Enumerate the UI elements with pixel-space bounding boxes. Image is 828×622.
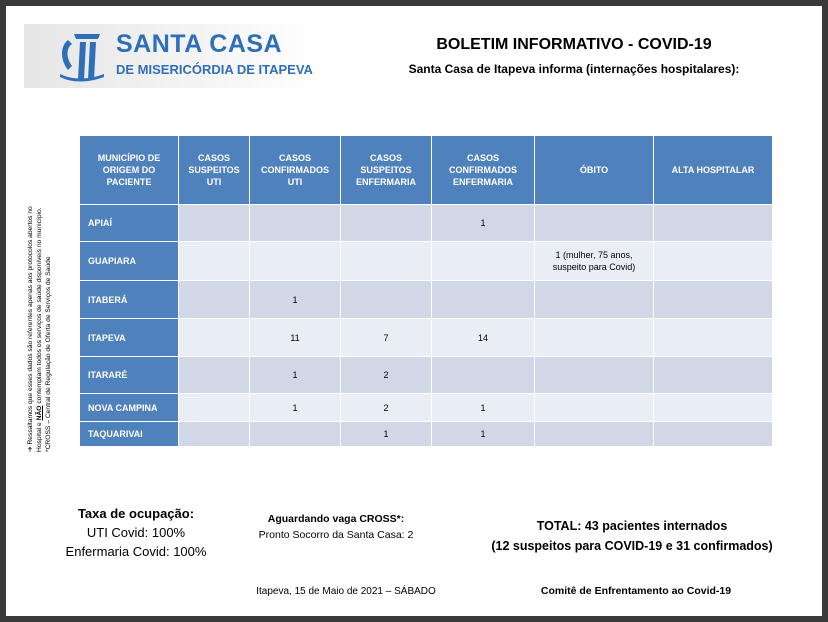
cell-obito: 1 (mulher, 75 anos, suspeito para Covid) [535,242,653,280]
table-header-row [80,136,772,204]
cell-alta [654,422,772,446]
header-alta: ALTA HOSPITALAR [654,136,772,204]
santa-casa-logo-icon [54,30,108,82]
cell-conf-uti: 11 [250,319,340,356]
cell-obito [535,422,653,446]
cell-susp-enf [341,281,431,318]
cell-municipio: GUAPIARA [80,242,178,280]
cell-conf-enf: 1 [432,422,534,446]
header-suspeitos-uti: CASOS SUSPEITOS UTI [179,136,249,204]
cell-susp-enf: 2 [341,357,431,393]
occupancy-rate [46,504,226,561]
occupancy-enfermaria: Enfermaria Covid: 100% [65,544,207,559]
cell-susp-uti [179,319,249,356]
cell-conf-enf: 1 [432,394,534,421]
cell-susp-enf [341,205,431,241]
cell-conf-enf: 1 [432,205,534,241]
table-row [80,394,772,421]
side-note-line-1: ➔ Ressaltamos que esses dados são referentes apenas aos protocolos abertos no [27,206,34,452]
cell-susp-enf [341,242,431,280]
total-line-1: TOTAL: 43 pacientes internados [536,519,728,533]
cell-municipio: ITAPEVA [80,319,178,356]
logo-title: SANTA CASA [116,30,283,58]
cell-alta [654,394,772,421]
side-note-nao: NÃO [36,405,43,421]
cross-detail: Pronto Socorro da Santa Casa: 2 [258,529,414,541]
total-summary [462,516,802,556]
cell-alta [654,281,772,318]
bulletin-title: BOLETIM INFORMATIVO - COVID-19 [436,36,712,53]
side-note-line-2a: Hospital e [36,420,43,452]
cell-susp-uti [179,281,249,318]
side-note [26,122,53,452]
cell-obito [535,319,653,356]
header-suspeitos-enfermaria: CASOS SUSPEITOS ENFERMARIA [341,136,431,204]
cell-conf-uti [250,422,340,446]
cell-obito [535,281,653,318]
side-note-line-2b: contemplam todos os serviços de saúde disponíveis no município. [36,207,43,406]
cell-conf-enf [432,357,534,393]
cell-municipio: NOVA CAMPINA [80,394,178,421]
occupancy-heading: Taxa de ocupação: [77,506,195,521]
logo-subtitle: DE MISERICÓRDIA DE ITAPEVA [116,62,313,77]
cell-susp-uti [179,205,249,241]
cell-conf-uti: 1 [250,281,340,318]
cell-alta [654,242,772,280]
cell-municipio: APIAÍ [80,205,178,241]
bulletin-subtitle: Santa Casa de Itapeva informa (internações hospitalares): [408,62,740,76]
cell-susp-uti [179,357,249,393]
cell-obito [535,205,653,241]
bulletin-slide [6,6,822,616]
table-row [80,422,772,446]
cell-alta [654,319,772,356]
cell-susp-uti [179,394,249,421]
table-row [80,281,772,318]
cell-conf-enf [432,242,534,280]
table-row [80,357,772,393]
cell-susp-enf: 7 [341,319,431,356]
cell-obito [535,394,653,421]
cross-heading: Aguardando vaga CROSS*: [267,513,405,525]
hospitalization-table [79,135,773,447]
cell-susp-enf: 1 [341,422,431,446]
cell-conf-enf [432,281,534,318]
footer-org: Comitê de Enfrentamento ao Covid-19 [540,585,732,597]
cell-municipio: ITARARÉ [80,357,178,393]
table-row [80,205,772,241]
header-municipio: MUNICÍPIO DE ORIGEM DO PACIENTE [80,136,178,204]
header-confirmados-enfermaria: CASOS CONFIRMADOS ENFERMARIA [432,136,534,204]
footer-date: Itapeva, 15 de Maio de 2021 – SÁBADO [256,586,436,597]
table-row [80,242,772,280]
cell-susp-uti [179,242,249,280]
santa-casa-logo [24,24,324,88]
header-obito: ÓBITO [535,136,653,204]
cell-alta [654,357,772,393]
table-row [80,319,772,356]
cross-waiting [236,511,436,543]
cell-susp-uti [179,422,249,446]
cell-conf-enf: 14 [432,319,534,356]
cell-susp-enf: 2 [341,394,431,421]
cell-municipio: TAQUARIVAI [80,422,178,446]
header-confirmados-uti: CASOS CONFIRMADOS UTI [250,136,340,204]
side-note-line-2 [35,122,44,452]
cell-conf-uti: 1 [250,394,340,421]
cell-obito [535,357,653,393]
occupancy-uti: UTI Covid: 100% [86,525,186,540]
cell-conf-uti: 1 [250,357,340,393]
side-note-line-3: *CROSS – Central de Regulação de Oferta de Serviços de Saúde [45,256,52,452]
cell-conf-uti [250,242,340,280]
total-line-2: (12 suspeitos para COVID-19 e 31 confirmados) [491,539,773,553]
cell-municipio: ITABERÁ [80,281,178,318]
cell-conf-uti [250,205,340,241]
cell-alta [654,205,772,241]
